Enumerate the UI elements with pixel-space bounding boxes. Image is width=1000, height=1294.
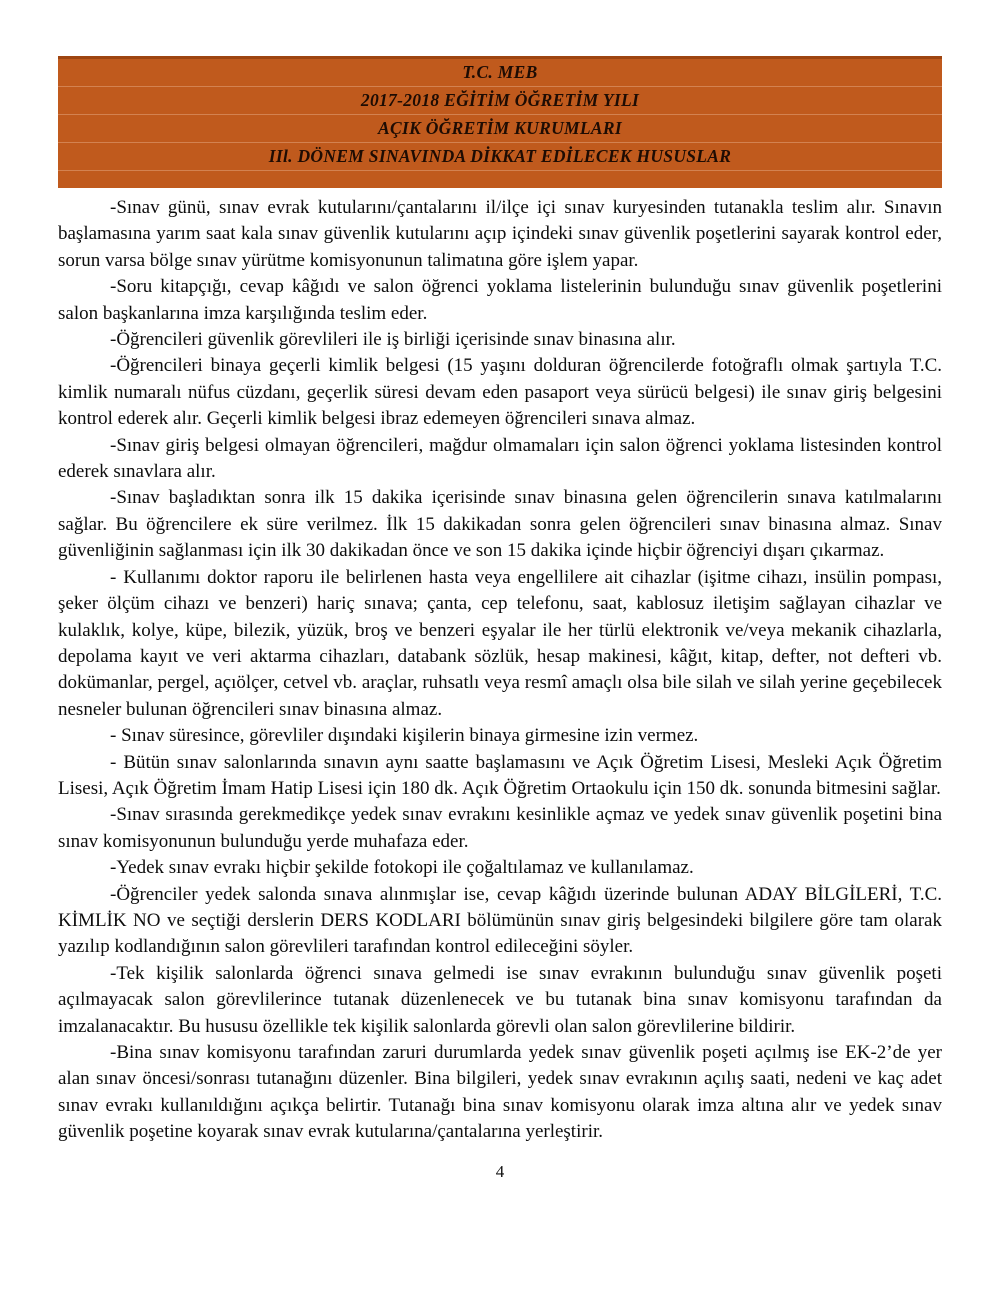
paragraph: -Soru kitapçığı, cevap kâğıdı ve salon öğrenci yoklama listelerinin bulunduğu sınav güvenlik poşetlerini salon başkanlarına imza karşılığında teslim eder. (58, 276, 942, 324)
header-line-institutions-name (58, 115, 942, 143)
page-number: 4 (495, 1161, 505, 1181)
header-line-document-title (58, 143, 942, 171)
paragraph: -Sınav sırasında gerekmedikçe yedek sınav evrakını kesinlikle açmaz ve yedek sınav güvenlik poşetini bina sınav komisyonunun bulunduğu yerde muhafaza eder. (58, 804, 942, 852)
document-header-table (58, 56, 942, 188)
header-line-text: IIl. DÖNEM SINAVINDA DİKKAT EDİLECEK HUSUSLAR (268, 146, 732, 166)
paragraph: -Bina sınav komisyonu tarafından zaruri durumlarda yedek sınav güvenlik poşeti açılmış ise EK-2’de yer alan sınav öncesi/sonrası tutanağını düzenler. Bina bilgileri, yedek sınav evrakının açılış saati, nedeni ve kaç adet sınav evrakı kullanıldığını açıkça belirtir. Tutanağı bina sınav komisyonu olarak imza altına alır ve yedek sınav güvenlik poşetine koyarak sınav evrak kutularına/çantalarına yerleştirir. (58, 1042, 942, 1143)
header-empty-row (58, 171, 942, 188)
paragraph: -Sınav giriş belgesi olmayan öğrencileri, mağdur olmamaları için salon öğrenci yoklama listesinden kontrol ederek sınavlara alır. (58, 434, 942, 483)
paragraph: -Sınav günü, sınav evrak kutularını/çantalarını il/ilçe içi sınav kuryesinden tutanakla teslim alır. Sınavın başlamasına yarım saat kala sınav güvenlik kutularını açıp içindeki sınav güvenlik poşetlerini sayarak kontrol eder, sorun varsa bölge sınav yürütme komisyonunun talimatına göre işlem yapar. (58, 197, 942, 271)
paragraph: -Öğrencileri güvenlik görevlileri ile iş birliği içerisinde sınav binasına alır. (110, 329, 676, 351)
paragraph: - Kullanımı doktor raporu ile belirlenen hasta veya engellilere ait cihazlar (işitme cihazı, insülin pompası, şeker ölçüm cihazı ve benzeri) hariç sınava; çanta, cep telefonu, saat, kablosuz iletişim sağlayan cihazlar ve kulaklık, kolye, küpe, bilezik, yüzük, broş ve benzeri eşyalar ile her türlü elektronik ve/veya mekanik cihazlarla, depolama kayıt ve veri aktarma cihazları, databank sözlük, hesap makinesi, kâğıt, kitap, defter, not defteri vb. dokümanlar, pergel, açıölçer, cetvel vb. araçlar, ruhsatlı veya resmî amaçlı olsa bile silah ve silah yerine geçebilecek nesneler bulunan öğrencileri sınav binasına almaz. (58, 566, 942, 720)
paragraph: -Öğrencileri binaya geçerli kimlik belgesi (15 yaşını dolduran öğrencilerde fotoğraflı olmak şartıyla T.C. kimlik numaralı nüfus cüzdanı, geçerlik süresi devam eden pasaport veya sürücü belgesi) ile sınav giriş belgesini kontrol ederek alır. Geçerli kimlik belgesi ibraz edemeyen öğrencileri sınava almaz. (58, 355, 942, 430)
header-line-text: 2017-2018 EĞİTİM ÖĞRETİM YILI (360, 90, 640, 110)
paragraph: - Sınav süresince, görevliler dışındaki kişilerin binaya girmesine izin vermez. (110, 725, 699, 747)
paragraph: -Tek kişilik salonlarda öğrenci sınava gelmedi ise sınav evrakının bulunduğu sınav güvenlik poşeti açılmayacak salon görevlilerince tutanak düzenlenecek ve bu tutanak bina sınav komisyonu tarafından da imzalanacaktır. Bu hususu özellikle tek kişilik salonlarda görevli olan salon görevlilerine bildirir. (58, 962, 942, 1037)
paragraph: -Yedek sınav evrakı hiçbir şekilde fotokopi ile çoğaltılamaz ve kullanılamaz. (110, 857, 694, 879)
header-line-institution (58, 59, 942, 87)
header-line-school-year (58, 87, 942, 115)
paragraph: -Öğrenciler yedek salonda sınava alınmışlar ise, cevap kâğıdı üzerinde bulunan ADAY BİLGİLERİ, T.C. KİMLİK NO ve seçtiği derslerin DERS KODLARI bölümünün sınav giriş belgesindeki bilgilere göre tam olarak yazılıp kodlandığının salon görevlileri tarafından kontrol edileceğini söyler. (58, 883, 942, 958)
document-body (58, 195, 942, 1146)
paragraph: -Sınav başladıktan sonra ilk 15 dakika içerisinde sınav binasına gelen öğrencilerin sınava katılmalarını sağlar. Bu öğrencilere ek süre verilmez. İlk 15 dakikadan sonra gelen öğrencileri sınav binasına almaz. Sınav güvenliğinin sağlanması için ilk 30 dakikadan önce ve son 15 dakika içinde hiçbir öğrenciyi dışarı çıkarmaz. (58, 487, 942, 562)
paragraph: - Bütün sınav salonlarında sınavın aynı saatte başlamasını ve Açık Öğretim Lisesi, Mesleki Açık Öğretim Lisesi, Açık Öğretim İmam Hatip Lisesi için 180 dk. Açık Öğretim Ortaokulu için 150 dk. sonunda bitmesini sağlar. (58, 751, 942, 799)
header-line-text: T.C. MEB (462, 62, 538, 82)
header-line-text: AÇIK ÖĞRETİM KURUMLARI (378, 118, 622, 138)
